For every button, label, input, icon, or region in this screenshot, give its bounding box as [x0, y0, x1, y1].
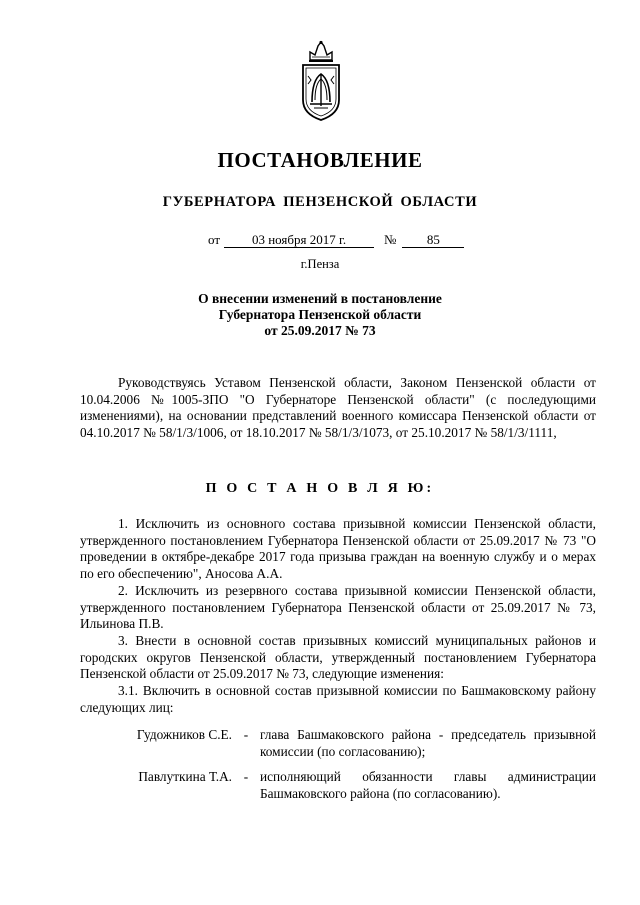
- decree-item: 3.1. Включить в основной состав призывной комиссии по Башмаковскому району следующих лиц:: [80, 683, 596, 715]
- city-name: г.Пенза: [300, 257, 340, 271]
- persons-list: [80, 727, 596, 812]
- person-role: исполняющий обязанности главы администрации Башмаковского района (по согласованию).: [260, 769, 596, 802]
- person-role: глава Башмаковского района - председатель призывной комиссии (по согласованию);: [260, 727, 596, 759]
- person-dash: -: [243, 727, 249, 742]
- heading-line: Губернатора Пензенской области: [218, 307, 422, 322]
- decree-item: 2. Исключить из резервного состава призывной комиссии Пензенской области, утвержденного постановлением Губернатора Пензенской области от 25.09.2017 № 73, Ильинова П.В.: [80, 582, 596, 632]
- decree-items: [80, 516, 596, 716]
- heading-line: О внесении изменений в постановление: [198, 291, 442, 306]
- number-field: 85: [402, 233, 464, 248]
- date-number-line: [208, 232, 464, 248]
- document-heading: [0, 291, 640, 339]
- preamble-paragraph: Руководствуясь Уставом Пензенской области, Законом Пензенской области от 10.04.2006 №1005-ЗПО "О Губернаторе Пензенской области" (с последующими изменениями), на основании представлений военного комиссара Пензенской области от 04.10.2017 № 58/1/3/1006, от 18.10.2017 № 58/1/3/1073, от 25.10.2017 № 58/1/3/1111,: [80, 375, 596, 441]
- date-prefix: от: [208, 232, 221, 247]
- date-field: 03 ноября 2017 г.: [224, 233, 374, 248]
- person-row: [80, 769, 596, 802]
- document-title: ПОСТАНОВЛЕНИЕ: [217, 148, 423, 172]
- person-dash: -: [243, 769, 249, 785]
- heading-line: от 25.09.2017 № 73: [264, 323, 376, 338]
- decree-item: 1. Исключить из основного состава призывной комиссии Пензенской области, утвержденного постановлением Губернатора Пензенской области от 25.09.2017 № 73 "О проведении в октябре-декабре 2017 года призыва граждан на военную службу и о мерах по его обеспечению", Аносова А.А.: [80, 516, 596, 582]
- document-subtitle: ГУБЕРНАТОРА ПЕНЗЕНСКОЙ ОБЛАСТИ: [162, 194, 478, 210]
- person-name: Гудожников С.Е.: [136, 727, 232, 742]
- number-label: №: [384, 232, 397, 247]
- decree-word: П О С Т А Н О В Л Я Ю:: [205, 481, 435, 496]
- coat-of-arms-emblem: [298, 40, 344, 122]
- person-name: Павлуткина Т.А.: [138, 769, 232, 785]
- preamble-section: [80, 375, 596, 442]
- decree-item: 3. Внести в основной состав призывных комиссий муниципальных районов и городских округов Пензенской области, утвержденный постановлением Губернатора Пензенской области от 25.09.2017 № 73, следующие изменения:: [80, 632, 596, 682]
- person-row: [80, 727, 596, 760]
